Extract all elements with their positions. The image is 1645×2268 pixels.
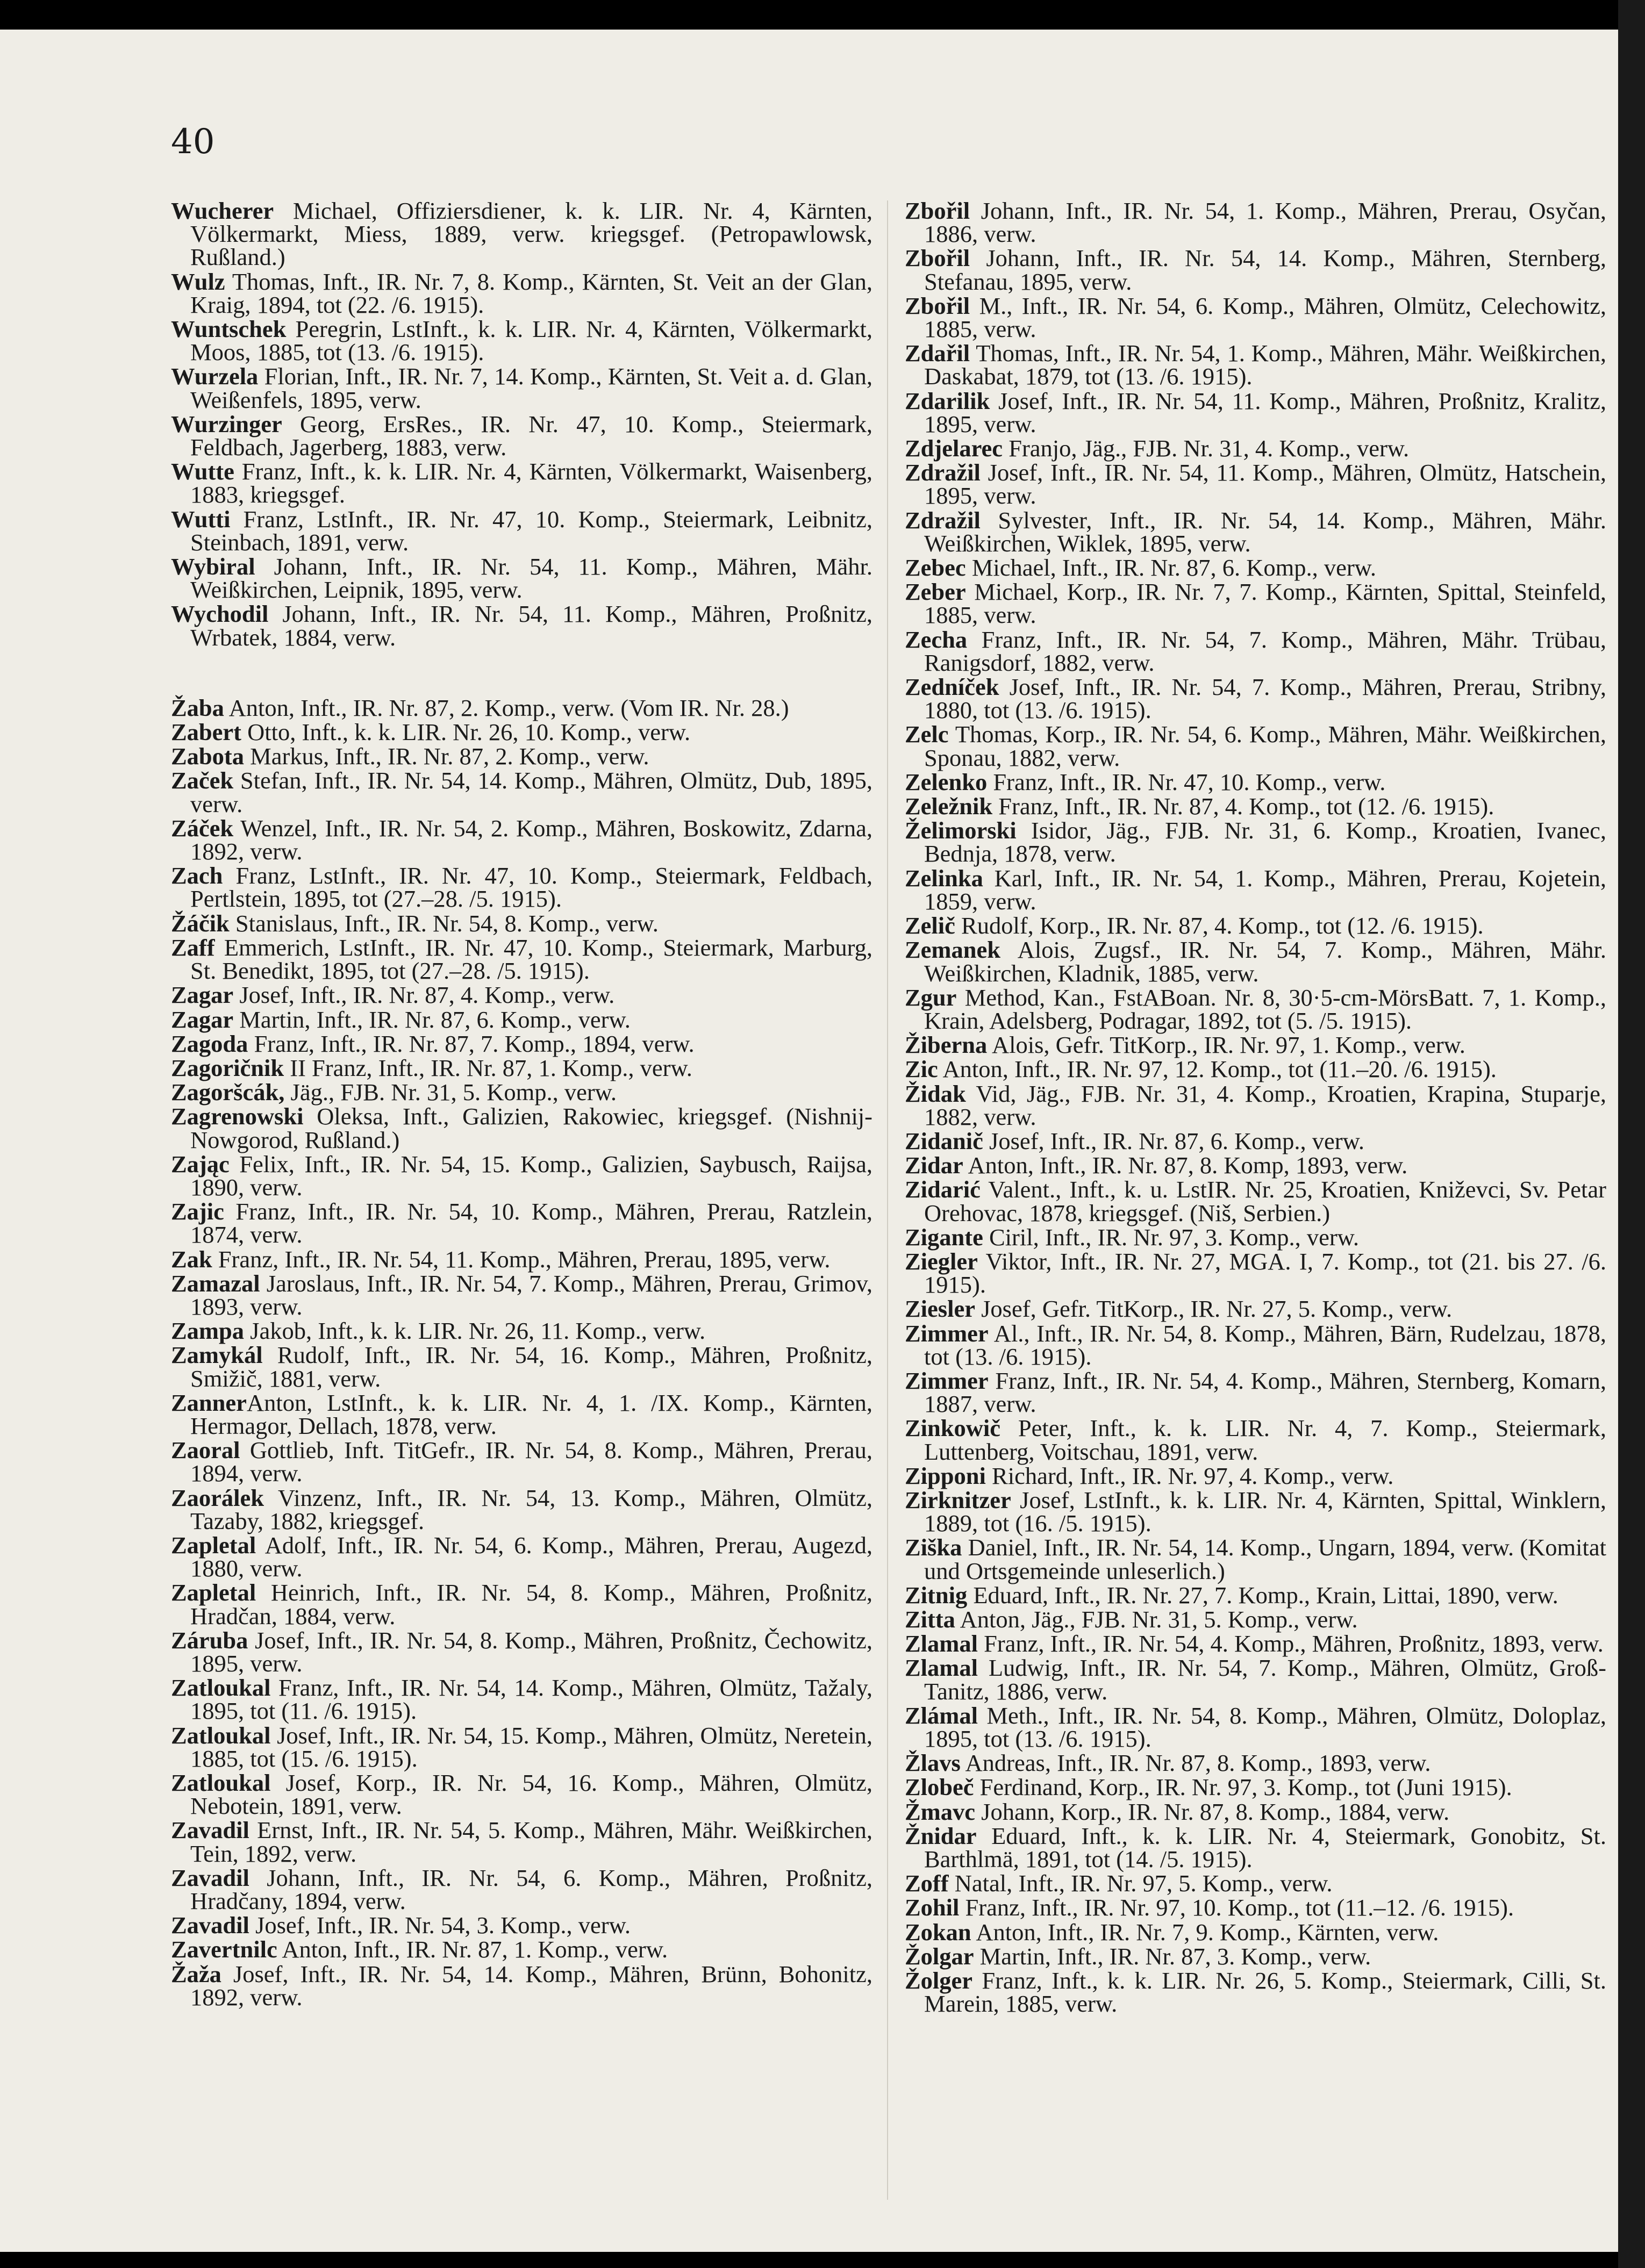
- entry-details: Franz, Inft., IR. Nr. 54, 4. Komp., Mähren, Sternberg, Komarn, 1887, verw.: [924, 1367, 1606, 1418]
- entry-details: Anton, Inft., IR. Nr. 97, 12. Komp., tot (11.–20. /6. 1915).: [938, 1056, 1497, 1083]
- entry-surname: Zbořil: [905, 197, 970, 224]
- entry-details: Josef, Inft., IR. Nr. 54, 14. Komp., Mähren, Brünn, Bohonitz, 1892, verw.: [190, 1960, 872, 2011]
- entry-details: Anton, Inft., IR. Nr. 87, 2. Komp., verw. (Vom IR. Nr. 28.): [224, 694, 789, 721]
- entry-details: Al., Inft., IR. Nr. 54, 8. Komp., Mähren, Bärn, Rudelzau, 1878, tot (13. /6. 1915).: [924, 1319, 1606, 1370]
- list-item: [171, 365, 872, 411]
- entry-details: Franz, Inft., IR. Nr. 54, 14. Komp., Mähren, Olmütz, Tažaly, 1895, tot (11. /6. 1915).: [190, 1674, 872, 1725]
- entry-surname: Zanner: [171, 1389, 247, 1416]
- list-item: [905, 1486, 1606, 1537]
- list-item: [171, 814, 872, 865]
- entry-details: Vid, Jäg., FJB. Nr. 31, 4. Komp., Kroatien, Krapina, Stuparje, 1882, verw.: [924, 1080, 1606, 1130]
- list-item: [905, 292, 1606, 343]
- list-item: [171, 1531, 872, 1582]
- entry-surname: Zagoričnik: [171, 1054, 284, 1081]
- entry-details: Michael, Offiziersdiener, k. k. LIR. Nr. 4, Kärnten, Völkermarkt, Miess, 1889, verw. kriegsgef. (Petropawlowsk, Rußland.): [190, 197, 872, 271]
- entry-surname: Zlamal: [905, 1630, 978, 1657]
- entry-details: Thomas, Inft., IR. Nr. 54, 1. Komp., Mähren, Mähr. Weißkirchen, Daskabat, 1879, tot (13. /6. 1915).: [924, 340, 1606, 390]
- list-item: [171, 315, 872, 366]
- entry-details: Alois, Zugsf., IR. Nr. 54, 7. Komp., Mähren, Mähr. Weißkirchen, Kladnik, 1885, verw.: [924, 936, 1606, 987]
- list-item: [171, 1341, 872, 1392]
- entry-surname: Wulz: [171, 268, 225, 295]
- list-item: [171, 862, 872, 913]
- entry-surname: Zoff: [905, 1870, 949, 1897]
- entry-details: Franz, Inft., IR. Nr. 54, 10. Komp., Mähren, Prerau, Ratzlein, 1874, verw.: [190, 1198, 872, 1248]
- page-number: 40: [171, 122, 215, 162]
- entry-details: Franz, Inft., IR. Nr. 97, 10. Komp., tot (11.–12. /6. 1915).: [959, 1894, 1514, 1921]
- list-item: [171, 1819, 872, 1865]
- entry-details: Franz, LstInft., IR. Nr. 47, 10. Komp., Steiermark, Feldbach, Pertlstein, 1895, tot (27.–28. /5. 1915).: [190, 862, 872, 913]
- entry-details: Johann, Korp., IR. Nr. 87, 8. Komp., 1884, verw.: [975, 1798, 1450, 1825]
- entry-details: Sylvester, Inft., IR. Nr. 54, 14. Komp., Mähren, Mähr. Weißkirchen, Wiklek, 1895, verw.: [924, 506, 1606, 557]
- list-item: [905, 673, 1606, 724]
- entry-surname: Wutti: [171, 505, 231, 533]
- list-item: [905, 795, 1606, 818]
- entry-details: Peter, Inft., k. k. LIR. Nr. 4, 7. Komp., Steiermark, Luttenberg, Voitschau, 1891, verw.: [924, 1415, 1606, 1465]
- entry-details: Johann, Inft., IR. Nr. 54, 11. Komp., Mähren, Mähr. Weißkirchen, Leipnik, 1895, verw.: [190, 553, 872, 604]
- document-page: [0, 30, 1618, 2252]
- list-item: [905, 342, 1606, 388]
- entry-details: Vinzenz, Inft., IR. Nr. 54, 13. Komp., Mähren, Olmütz, Tazaby, 1882, kriegsgef.: [190, 1484, 872, 1534]
- left-column: [171, 199, 872, 2010]
- list-item: [905, 1581, 1606, 1609]
- entry-surname: Žaža: [171, 1960, 221, 1987]
- entry-surname: Zinkowič: [905, 1415, 1001, 1442]
- entry-surname: Žlavs: [905, 1749, 961, 1777]
- list-item: [905, 914, 1606, 937]
- list-item: [905, 1918, 1606, 1946]
- entry-details: Anton, Inft., IR. Nr. 87, 8. Komp, 1893, verw.: [963, 1152, 1408, 1179]
- list-item: [171, 1771, 872, 1818]
- entry-surname: Zelič: [905, 912, 955, 939]
- entry-list-z: [171, 694, 872, 2011]
- entry-details: Josef, Korp., IR. Nr. 54, 16. Komp., Mähren, Olmütz, Nebotein, 1891, verw.: [190, 1769, 872, 1820]
- entry-surname: Zelc: [905, 721, 949, 748]
- list-item: [905, 247, 1606, 293]
- entry-surname: Zavertnilc: [171, 1936, 277, 1963]
- entry-surname: Zeležnik: [905, 793, 993, 820]
- entry-surname: Zbořil: [905, 292, 970, 319]
- entry-details: Markus, Inft., IR. Nr. 87, 2. Komp., verw.: [244, 743, 649, 770]
- list-item: [905, 1319, 1606, 1370]
- entry-surname: Zemanek: [905, 936, 1000, 964]
- entry-details: Anton, Inft., IR. Nr. 87, 1. Komp., verw.: [277, 1936, 668, 1963]
- list-item: [905, 1462, 1606, 1489]
- list-item: [171, 1914, 872, 1937]
- entry-details: Anton, Inft., IR. Nr. 7, 9. Komp., Kärnten, verw.: [971, 1918, 1439, 1946]
- entry-details: Alois, Gefr. TitKorp., IR. Nr. 97, 1. Komp., verw.: [987, 1031, 1465, 1059]
- section-gap: [171, 650, 872, 697]
- entry-details: Felix, Inft., IR. Nr. 54, 15. Komp., Galizien, Saybusch, Raijsa, 1890, verw.: [190, 1150, 872, 1201]
- entry-surname: Zamazal: [171, 1269, 260, 1297]
- list-item: [171, 1960, 872, 2011]
- list-item: [905, 864, 1606, 915]
- list-item: [905, 1082, 1606, 1129]
- list-item: [905, 1605, 1606, 1633]
- entry-details: Andreas, Inft., IR. Nr. 87, 8. Komp., 1893, verw.: [960, 1749, 1431, 1777]
- entry-surname: Žnidar: [905, 1822, 977, 1849]
- list-item: [171, 1484, 872, 1534]
- entry-surname: Zapletal: [171, 1531, 256, 1559]
- list-item: [905, 1178, 1606, 1224]
- entry-surname: Zagoda: [171, 1030, 248, 1057]
- entry-details: Josef, Inft., IR. Nr. 87, 6. Komp., verw.: [983, 1127, 1364, 1154]
- entry-surname: Zidarić: [905, 1176, 981, 1203]
- entry-surname: Zak: [171, 1245, 212, 1273]
- entry-surname: Zając: [171, 1150, 230, 1178]
- list-item: [905, 1223, 1606, 1251]
- entry-surname: Žmavc: [905, 1798, 976, 1825]
- entry-surname: Židak: [905, 1080, 966, 1107]
- list-item: [905, 1749, 1606, 1777]
- list-item: [171, 410, 872, 461]
- entry-surname: Zagar: [171, 1006, 234, 1033]
- list-item: [171, 909, 872, 937]
- entry-details: Franz, LstInft., IR. Nr. 47, 10. Komp., Steiermark, Leibnitz, Steinbach, 1891, verw.: [190, 505, 872, 556]
- entry-surname: Zimmer: [905, 1367, 989, 1394]
- entry-details: Franz, Inft., IR. Nr. 87, 4. Komp., tot (12. /6. 1915).: [992, 793, 1494, 820]
- entry-details: Viktor, Inft., IR. Nr. 27, MGA. I, 7. Komp., tot (21. bis 27. /6. 1915).: [924, 1247, 1606, 1298]
- entry-surname: Zeber: [905, 578, 966, 606]
- entry-details: Michael, Inft., IR. Nr. 87, 6. Komp., verw.: [965, 554, 1377, 582]
- list-item: [905, 1800, 1606, 1824]
- entry-details: Johann, Inft., IR. Nr. 54, 1. Komp., Mähren, Prerau, Osyčan, 1886, verw.: [924, 197, 1606, 248]
- list-item: [905, 1822, 1606, 1873]
- entry-details: Otto, Inft., k. k. LIR. Nr. 26, 10. Komp., verw.: [241, 719, 691, 746]
- entry-details: Karl, Inft., IR. Nr. 54, 1. Komp., Mähren, Prerau, Kojetein, 1859, verw.: [924, 864, 1606, 915]
- list-item: [905, 580, 1606, 627]
- entry-details: Emmerich, LstInft., IR. Nr. 47, 10. Komp., Steiermark, Marburg, St. Benedikt, 1895, tot (27.–28. /5. 1915).: [190, 934, 872, 985]
- right-column: [905, 199, 1606, 2016]
- entry-details: Johann, Inft., IR. Nr. 54, 6. Komp., Mähren, Proßnitz, Hradčany, 1894, verw.: [190, 1864, 872, 1915]
- entry-details: Ludwig, Inft., IR. Nr. 54, 7. Komp., Mähren, Olmütz, Groß-Tanitz, 1886, verw.: [924, 1654, 1606, 1705]
- entry-surname: Zdarilik: [905, 387, 990, 414]
- entry-details: Franz, Inft., IR. Nr. 47, 10. Komp., verw.: [987, 768, 1386, 795]
- entry-surname: Zabota: [171, 743, 244, 770]
- entry-details: Richard, Inft., IR. Nr. 97, 4. Komp., verw.: [985, 1462, 1394, 1489]
- entry-details: Method, Kan., FstABoan. Nr. 8, 30·5-cm-MörsBatt. 7, 1. Komp., Krain, Adelsberg, Podragar, 1892, tot (5. /5. 1915).: [924, 984, 1606, 1034]
- list-item: [171, 505, 872, 556]
- list-item: [905, 819, 1606, 865]
- list-item: [905, 1058, 1606, 1081]
- entry-details: Jaroslaus, Inft., IR. Nr. 54, 7. Komp., Mähren, Prerau, Grimov, 1893, verw.: [190, 1269, 872, 1320]
- entry-details: Franz, Inft., IR. Nr. 54, 11. Komp., Mähren, Prerau, 1895, verw.: [212, 1245, 831, 1273]
- entry-surname: Wurzinger: [171, 410, 282, 437]
- list-item: [905, 387, 1606, 437]
- entry-surname: Zitnig: [905, 1581, 968, 1609]
- entry-surname: Zabert: [171, 719, 242, 746]
- entry-surname: Žolger: [905, 1967, 973, 1994]
- list-item: [171, 1081, 872, 1104]
- list-item: [171, 199, 872, 269]
- entry-details: Oleksa, Inft., Galizien, Rakowiec, kriegsgef. (Nishnij-Nowgorod, Rußland.): [190, 1103, 872, 1153]
- entry-details: Josef, LstInft., k. k. LIR. Nr. 4, Kärnten, Spittal, Winklern, 1889, tot (16. /5. 1915).: [924, 1486, 1606, 1537]
- entry-surname: Záček: [171, 814, 234, 842]
- entry-surname: Zatloukal: [171, 1769, 271, 1796]
- list-item: [905, 1417, 1606, 1463]
- entry-surname: Zagrenowski: [171, 1103, 304, 1130]
- list-item: [905, 1247, 1606, 1298]
- entry-details: Wenzel, Inft., IR. Nr. 54, 2. Komp., Mähren, Boskowitz, Zdarna, 1892, verw.: [190, 814, 872, 865]
- entry-details: II Franz, Inft., IR. Nr. 87, 1. Komp., verw.: [284, 1054, 692, 1081]
- entry-surname: Wutte: [171, 458, 234, 485]
- entry-details: Georg, ErsRes., IR. Nr. 47, 10. Komp., Steiermark, Feldbach, Jagerberg, 1883, verw.: [190, 410, 872, 461]
- list-item: [171, 1008, 872, 1031]
- entry-surname: Zirknitzer: [905, 1486, 1011, 1513]
- list-item: [905, 938, 1606, 985]
- entry-surname: Zelinka: [905, 864, 983, 892]
- list-item: [905, 461, 1606, 507]
- entry-list-w: [171, 199, 872, 649]
- list-item: [905, 1632, 1606, 1655]
- entry-surname: Zapletal: [171, 1579, 256, 1606]
- column-divider: [887, 200, 888, 2200]
- list-item: [171, 1032, 872, 1056]
- entry-surname: Wybiral: [171, 553, 255, 580]
- list-item: [905, 199, 1606, 246]
- entry-details: Eduard, Inft., k. k. LIR. Nr. 4, Steiermark, Gonobitz, St. Barthlmä, 1891, tot (14. /5. 1915).: [924, 1822, 1606, 1873]
- list-item: [171, 1721, 872, 1772]
- entry-surname: Zdařil: [905, 340, 970, 367]
- entry-surname: Žiberna: [905, 1031, 988, 1059]
- entry-surname: Zitta: [905, 1605, 955, 1633]
- entry-surname: Zatloukal: [171, 1674, 271, 1702]
- list-item: [171, 934, 872, 985]
- entry-details: Josef, Inft., IR. Nr. 54, 15. Komp., Mähren, Olmütz, Neretein, 1885, tot (15. /6. 1915).: [190, 1721, 872, 1772]
- entry-surname: Žolgar: [905, 1942, 974, 1970]
- list-item: [171, 1105, 872, 1151]
- entry-surname: Zdražil: [905, 459, 981, 486]
- list-item: [171, 1150, 872, 1201]
- entry-details: Ernst, Inft., IR. Nr. 54, 5. Komp., Mähren, Mähr. Weißkirchen, Tein, 1892, verw.: [190, 1817, 872, 1867]
- entry-details: Thomas, Inft., IR. Nr. 7, 8. Komp., Kärnten, St. Veit an der Glan, Kraig, 1894, tot (22. /6. 1915).: [190, 268, 872, 318]
- list-item: [905, 1033, 1606, 1057]
- entry-details: Rudolf, Inft., IR. Nr. 54, 16. Komp., Mähren, Proßnitz, Smižič, 1881, verw.: [190, 1341, 872, 1392]
- entry-details: Josef, Inft., IR. Nr. 54, 7. Komp., Mähren, Prerau, Stribny, 1880, tot (13. /6. 1915).: [924, 673, 1606, 724]
- entry-details: Josef, Inft., IR. Nr. 54, 8. Komp., Mähren, Proßnitz, Čechowitz, 1895, verw.: [190, 1626, 872, 1677]
- entry-surname: Zaorálek: [171, 1484, 264, 1511]
- entry-details: Franz, Inft., IR. Nr. 87, 7. Komp., 1894, verw.: [248, 1030, 695, 1057]
- entry-details: Stanislaus, Inft., IR. Nr. 54, 8. Komp., verw.: [229, 909, 659, 937]
- entry-surname: Zamykál: [171, 1341, 263, 1369]
- entry-surname: Ziegler: [905, 1247, 978, 1275]
- list-item: [905, 768, 1606, 795]
- list-item: [171, 1319, 872, 1343]
- list-item: [171, 1245, 872, 1273]
- list-item: [171, 1579, 872, 1630]
- entry-details: Franz, Inft., IR. Nr. 54, 7. Komp., Mähren, Mähr. Trübau, Ranigsdorf, 1882, verw.: [924, 626, 1606, 676]
- entry-details: Josef, Inft., IR. Nr. 54, 11. Komp., Mähren, Olmütz, Hatschein, 1895, verw.: [924, 459, 1606, 509]
- entry-details: Meth., Inft., IR. Nr. 54, 8. Komp., Mähren, Olmütz, Doloplaz, 1895, tot (13. /6. 1915).: [924, 1702, 1606, 1752]
- entry-details: Josef, Inft., IR. Nr. 87, 4. Komp., verw.: [233, 981, 615, 1009]
- list-item: [171, 745, 872, 768]
- list-item: [171, 1674, 872, 1725]
- entry-surname: Zampa: [171, 1317, 244, 1345]
- entry-details: Natal, Inft., IR. Nr. 97, 5. Komp., verw.: [948, 1870, 1333, 1897]
- entry-surname: Zidanič: [905, 1127, 983, 1154]
- entry-details: Ferdinand, Korp., IR. Nr. 97, 3. Komp., tot (Juni 1915).: [974, 1774, 1512, 1801]
- list-item: [171, 553, 872, 604]
- entry-details: Josef, Gefr. TitKorp., IR. Nr. 27, 5. Komp., verw.: [975, 1295, 1453, 1323]
- entry-surname: Zebec: [905, 554, 966, 582]
- entry-surname: Zagoršcák,: [171, 1079, 285, 1106]
- entry-details: Franz, Inft., IR. Nr. 54, 4. Komp., Mähren, Proßnitz, 1893, verw.: [977, 1630, 1604, 1657]
- entry-surname: Zatloukal: [171, 1721, 271, 1749]
- entry-surname: Zaoral: [171, 1437, 240, 1464]
- entry-surname: Začek: [171, 767, 234, 794]
- entry-surname: Zbořil: [905, 245, 970, 272]
- entry-surname: Zaff: [171, 934, 215, 961]
- list-item: [171, 1054, 872, 1081]
- entry-details: Anton, Jäg., FJB. Nr. 31, 5. Komp., verw.: [955, 1605, 1358, 1633]
- entry-details: M., Inft., IR. Nr. 54, 6. Komp., Mähren, Olmütz, Celechowitz, 1885, verw.: [924, 292, 1606, 343]
- entry-details: Heinrich, Inft., IR. Nr. 54, 8. Komp., Mähren, Proßnitz, Hradčan, 1884, verw.: [190, 1579, 872, 1630]
- book-binding-edge: [1618, 0, 1645, 2268]
- entry-details: Valent., Inft., k. u. LstIR. Nr. 25, Kroatien, Kniževci, Sv. Petar Orehovac, 1878, kriegsgef. (Niš, Serbien.): [924, 1176, 1606, 1226]
- entry-surname: Zedníček: [905, 673, 999, 701]
- entry-surname: Zlamal: [905, 1654, 978, 1682]
- entry-surname: Ziška: [905, 1534, 962, 1561]
- entry-surname: Wurzela: [171, 363, 259, 390]
- entry-details: Adolf, Inft., IR. Nr. 54, 6. Komp., Mähren, Prerau, Augezd, 1880, verw.: [190, 1531, 872, 1582]
- entry-details: Anton, LstInft., k. k. LIR. Nr. 4, 1. /IX. Komp., Kärnten, Hermagor, Dellach, 1878, verw.: [190, 1389, 872, 1439]
- list-item: [905, 1776, 1606, 1799]
- list-item: [171, 769, 872, 815]
- list-item: [905, 628, 1606, 674]
- entry-details: Florian, Inft., IR. Nr. 7, 14. Komp., Kärnten, St. Veit a. d. Glan, Weißenfels, 1895, verw.: [190, 363, 872, 413]
- list-item: [171, 1269, 872, 1320]
- entry-surname: Zavadil: [171, 1864, 249, 1891]
- list-item: [905, 1295, 1606, 1323]
- entry-surname: Zdjelarec: [905, 435, 1003, 462]
- list-item: [171, 1626, 872, 1677]
- list-item: [905, 1704, 1606, 1750]
- entry-surname: Záruba: [171, 1626, 248, 1654]
- entry-details: Franz, Inft., k. k. LIR. Nr. 4, Kärnten, Völkermarkt, Waisenberg, 1883, kriegsgef.: [190, 458, 872, 508]
- list-item: [171, 1938, 872, 1961]
- entry-details: Jakob, Inft., k. k. LIR. Nr. 26, 11. Komp., verw.: [244, 1317, 706, 1345]
- entry-surname: Zach: [171, 862, 223, 889]
- entry-details: Rudolf, Korp., IR. Nr. 87, 4. Komp., tot (12. /6. 1915).: [955, 912, 1484, 939]
- entry-surname: Zipponi: [905, 1462, 986, 1489]
- list-item: [905, 437, 1606, 460]
- list-item: [905, 1369, 1606, 1416]
- entry-surname: Zavadil: [171, 1817, 249, 1844]
- entry-surname: Zecha: [905, 626, 968, 653]
- list-item: [905, 1127, 1606, 1154]
- entry-details: Josef, Inft., IR. Nr. 54, 3. Komp., verw.: [249, 1912, 631, 1939]
- entry-surname: Zelenko: [905, 768, 988, 795]
- entry-surname: Wucherer: [171, 197, 274, 224]
- entry-list-z-continued: [905, 197, 1606, 2018]
- entry-details: Gottlieb, Inft. TitGefr., IR. Nr. 54, 8. Komp., Mähren, Prerau, 1894, verw.: [190, 1437, 872, 1487]
- entry-surname: Zlámal: [905, 1702, 978, 1729]
- entry-surname: Ziesler: [905, 1295, 975, 1323]
- entry-details: Franjo, Jäg., FJB. Nr. 31, 4. Komp., verw.: [1003, 435, 1410, 462]
- entry-surname: Zigante: [905, 1223, 983, 1251]
- list-item: [905, 554, 1606, 582]
- list-item: [905, 1536, 1606, 1582]
- entry-details: Franz, Inft., k. k. LIR. Nr. 26, 5. Komp., Steiermark, Cilli, St. Marein, 1885, verw.: [924, 1967, 1606, 2018]
- entry-surname: Zimmer: [905, 1319, 989, 1347]
- list-item: [171, 1439, 872, 1485]
- entry-surname: Žaba: [171, 694, 224, 721]
- list-item: [171, 694, 872, 721]
- entry-details: Jäg., FJB. Nr. 31, 5. Komp., verw.: [284, 1079, 617, 1106]
- entry-surname: Zdražil: [905, 506, 981, 534]
- entry-surname: Zidar: [905, 1152, 963, 1179]
- entry-details: Thomas, Korp., IR. Nr. 54, 6. Komp., Mähren, Mähr. Weißkirchen, Sponau, 1882, verw.: [924, 721, 1606, 771]
- list-item: [905, 723, 1606, 769]
- list-item: [905, 1896, 1606, 1919]
- entry-details: Johann, Inft., IR. Nr. 54, 11. Komp., Mähren, Proßnitz, Wrbatek, 1884, verw.: [190, 600, 872, 651]
- list-item: [171, 1200, 872, 1246]
- list-item: [905, 1154, 1606, 1177]
- entry-surname: Žáčik: [171, 909, 230, 937]
- list-item: [171, 721, 872, 744]
- list-item: [905, 1967, 1606, 2018]
- entry-surname: Zlobeč: [905, 1774, 974, 1801]
- list-item: [171, 270, 872, 317]
- list-item: [905, 1872, 1606, 1895]
- entry-surname: Zgur: [905, 984, 957, 1011]
- entry-details: Martin, Inft., IR. Nr. 87, 6. Komp., verw.: [233, 1006, 631, 1033]
- entry-surname: Zajic: [171, 1198, 224, 1225]
- list-item: [905, 1942, 1606, 1970]
- list-item: [905, 506, 1606, 557]
- entry-details: Peregrin, LstInft., k. k. LIR. Nr. 4, Kärnten, Völkermarkt, Moos, 1885, tot (13. /6. 1915).: [190, 315, 872, 366]
- entry-surname: Wuntschek: [171, 315, 287, 343]
- entry-details: Daniel, Inft., IR. Nr. 54, 14. Komp., Ungarn, 1894, verw. (Komitat und Ortsgemeinde unleserlich.): [924, 1534, 1606, 1584]
- entry-surname: Želimorski: [905, 817, 1017, 844]
- entry-details: Josef, Inft., IR. Nr. 54, 11. Komp., Mähren, Proßnitz, Kralitz, 1895, verw.: [924, 387, 1606, 437]
- entry-details: Ciril, Inft., IR. Nr. 97, 3. Komp., verw.: [983, 1223, 1360, 1251]
- entry-surname: Wychodil: [171, 600, 269, 628]
- list-item: [171, 981, 872, 1009]
- list-item: [171, 1391, 872, 1438]
- entry-surname: Zohil: [905, 1894, 960, 1921]
- entry-details: Isidor, Jäg., FJB. Nr. 31, 6. Komp., Kroatien, Ivanec, Bednja, 1878, verw.: [924, 817, 1606, 867]
- list-item: [171, 1864, 872, 1915]
- entry-surname: Zic: [905, 1056, 938, 1083]
- entry-details: Stefan, Inft., IR. Nr. 54, 14. Komp., Mähren, Olmütz, Dub, 1895, verw.: [190, 767, 872, 817]
- list-item: [905, 1656, 1606, 1703]
- entry-details: Johann, Inft., IR. Nr. 54, 14. Komp., Mähren, Sternberg, Stefanau, 1895, verw.: [924, 245, 1606, 295]
- entry-details: Eduard, Inft., IR. Nr. 27, 7. Komp., Krain, Littai, 1890, verw.: [967, 1581, 1558, 1609]
- list-item: [171, 602, 872, 649]
- entry-surname: Zavadil: [171, 1912, 249, 1939]
- entry-details: Martin, Inft., IR. Nr. 87, 3. Komp., verw.: [974, 1942, 1371, 1970]
- entry-details: Michael, Korp., IR. Nr. 7, 7. Komp., Kärnten, Spittal, Steinfeld, 1885, verw.: [924, 578, 1606, 629]
- list-item: [171, 460, 872, 506]
- list-item: [905, 986, 1606, 1032]
- entry-surname: Zokan: [905, 1918, 971, 1946]
- entry-surname: Zagar: [171, 981, 234, 1009]
